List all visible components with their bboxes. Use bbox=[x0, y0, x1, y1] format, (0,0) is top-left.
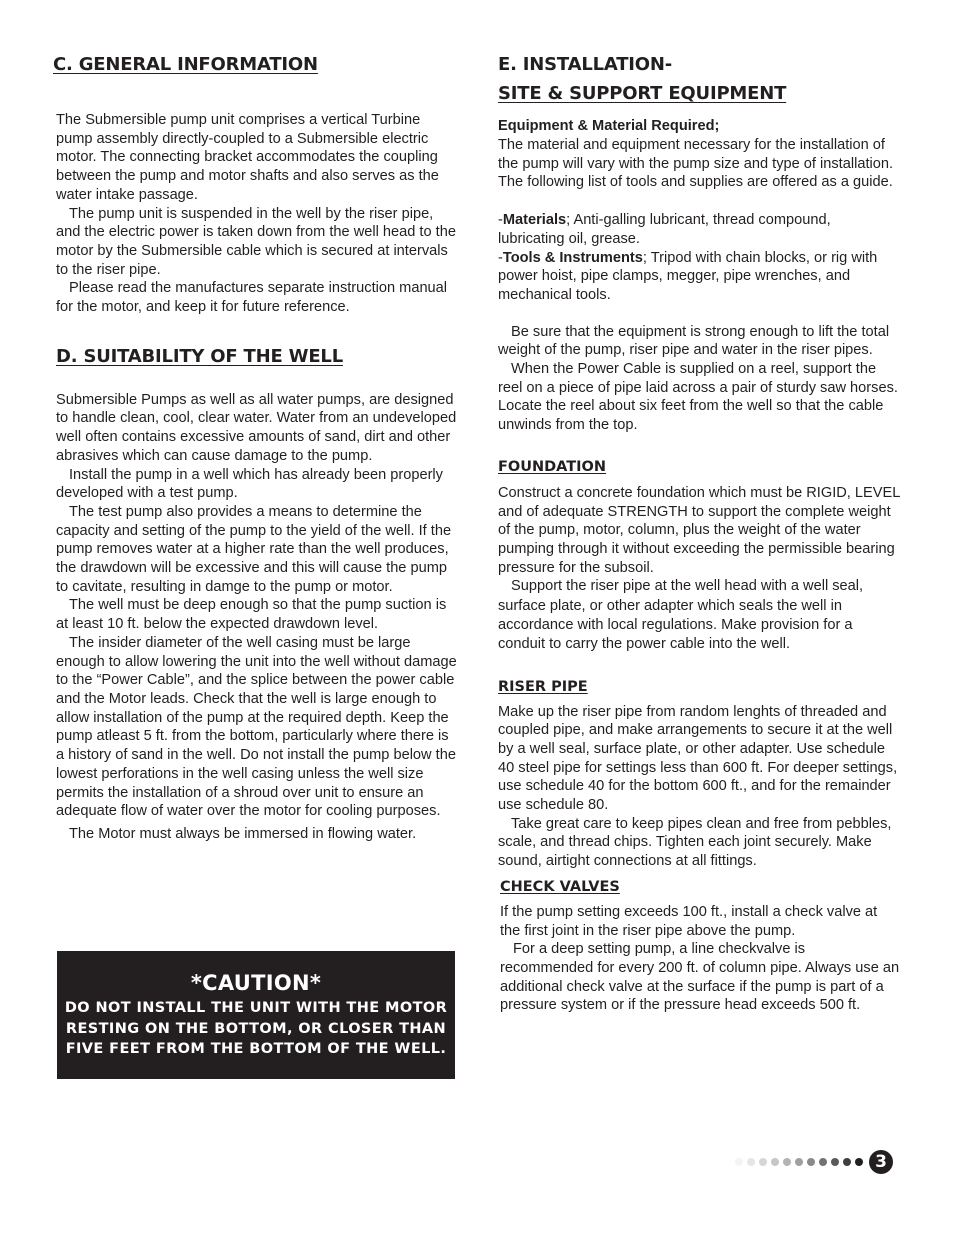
suitability-paragraph: The Motor must always be immersed in flowing water. bbox=[69, 825, 417, 842]
check-paragraph: If the pump setting exceeds 100 ft., install a check valve at the first joint in the riser pipe above the pump. bbox=[500, 903, 878, 939]
installation-heading-line2: SITE & SUPPORT EQUIPMENT bbox=[498, 83, 787, 104]
left-column bbox=[53, 50, 458, 844]
tools-item bbox=[498, 249, 900, 305]
suitability-paragraph: The insider diameter of the well casing must be large enough to allow lowering the unit into the well without damage to the “Power Cable”, and the splice between the power cable and the Motor leads. Check that the well is large enough to allow installation of the pump at the required depth. Keep the pump atleast 5 ft. from the bottom, particularly where there is a history of sand in the well. Do not install the pump below the lowest perforations in the well casing unless the well size permits the installation of a shroud over unit to ensure an adequate flow of water over the motor for cooling purposes. bbox=[56, 634, 457, 820]
page-dot bbox=[807, 1158, 815, 1166]
tools-text: ; Tripod with chain blocks, or rig with power hoist, pipe clamps, megger, pipe wrenches, and mechanical tools. bbox=[498, 249, 878, 303]
tools-label: Tools & Instruments bbox=[502, 249, 643, 266]
page-indicator bbox=[735, 1149, 893, 1175]
riser-paragraph: Take great care to keep pipes clean and free from pebbles, scale, and thread chips. Tighten each joint securely. Make sound, airtight connections at all fittings. bbox=[498, 815, 892, 870]
page-dot bbox=[819, 1158, 827, 1166]
list-dash: - bbox=[498, 212, 503, 229]
suitability-paragraph: The test pump also provides a means to determine the capacity and setting of the pump to the yield of the well. If the pump removes water at a higher rate than the well produces, the drawdown will be excessive and this will cause the pump to cavitate, resulting in damge to the pump or motor. bbox=[56, 503, 452, 595]
list-dash: - bbox=[498, 249, 503, 266]
right-column bbox=[498, 50, 900, 1015]
page-dot bbox=[843, 1158, 851, 1166]
caution-body: DO NOT INSTALL THE UNIT WITH THE MOTOR RESTING ON THE BOTTOM, OR CLOSER THAN FIVE FEET FROM THE BOTTOM OF THE WELL. bbox=[64, 1000, 448, 1057]
general-paragraph: Please read the manufactures separate instruction manual for the motor, and keep it for future reference. bbox=[56, 280, 448, 316]
page-dot bbox=[747, 1158, 755, 1166]
equipment-label: Equipment & Material Required; bbox=[498, 118, 720, 134]
materials-item bbox=[498, 211, 900, 248]
caution-title: *CAUTION* bbox=[190, 971, 322, 995]
installation-paragraph: Be sure that the equipment is strong enough to lift the total weight of the pump, riser pipe and water in the riser pipes. bbox=[498, 323, 890, 359]
installation-paragraph: When the Power Cable is supplied on a reel, support the reel on a piece of pipe laid across a pair of sturdy saw horses. Locate the reel about six feet from the well so that the cable unwinds from the top. bbox=[498, 361, 898, 434]
page-dots bbox=[735, 1158, 863, 1166]
caution-box bbox=[57, 951, 455, 1079]
riser-paragraph: Make up the riser pipe from random lenghts of threaded and coupled pipe, and make arrangements to secure it at the well by a well seal, surface plate, or other adapter. Use schedule 40 steel pipe for settings less than 600 ft. For deeper settings, use schedule 40 for the bottom 600 ft., and for the remainder use schedule 80. bbox=[498, 703, 898, 814]
check-paragraph: For a deep setting pump, a line checkvalve is recommended for every 200 ft. of column pipe. Always use an additional check valve at the surface if the pump is part of a pressure system or if the pressure head exceeds 500 ft. bbox=[500, 941, 900, 1014]
materials-label: Materials bbox=[502, 212, 567, 229]
page-dot bbox=[831, 1158, 839, 1166]
equipment-paragraph: The material and equipment necessary for the installation of the pump will vary with the pump size and type of installation. The following list of tools and supplies are offered as a guide. bbox=[498, 137, 894, 191]
suitability-heading: D. SUITABILITY OF THE WELL bbox=[56, 345, 343, 367]
page-dot bbox=[759, 1158, 767, 1166]
page-dot bbox=[783, 1158, 791, 1166]
suitability-paragraph: Submersible Pumps as well as all water pumps, are designed to handle clean, cool, clear water. Water from an undeveloped well often contains excessive amounts of sand, dirt and other abrasives which can cause damage to the pump. bbox=[56, 391, 457, 464]
installation-heading-line1: E. INSTALLATION- bbox=[498, 54, 673, 75]
page-dot bbox=[795, 1158, 803, 1166]
foundation-paragraph: Construct a concrete foundation which must be RIGID, LEVEL and of adequate STRENGTH to support the complete weight of the pump, motor, column, plus the weight of the water pumping through it without exceeding the permissible bearing pressure for the subsoil. bbox=[498, 484, 900, 576]
page-number: 3 bbox=[869, 1150, 893, 1174]
page-dot bbox=[735, 1158, 743, 1166]
riser-pipe-heading: RISER PIPE bbox=[498, 678, 588, 695]
suitability-paragraph: Install the pump in a well which has already been properly developed with a test pump. bbox=[56, 466, 443, 502]
materials-text: ; Anti-galling lubricant, thread compound, lubricating oil, grease. bbox=[498, 212, 831, 247]
foundation-paragraph: Support the riser pipe at the well head with a well seal, surface plate, or other adapter which seals the well in accordance with local regulations. Make provision for a conduit to carry the power cable into the well. bbox=[498, 578, 864, 653]
check-valves-heading: CHECK VALVES bbox=[500, 878, 620, 895]
page-dot bbox=[855, 1158, 863, 1166]
suitability-paragraph: The well must be deep enough so that the pump suction is at least 10 ft. below the expected drawdown level. bbox=[56, 597, 447, 633]
general-paragraph: The pump unit is suspended in the well by the riser pipe, and the electric power is taken down from the well head to the motor by the Submersible cable which is secured at intervals to the riser pipe. bbox=[56, 205, 456, 278]
general-paragraph: The Submersible pump unit comprises a vertical Turbine pump assembly directly-coupled to a Submersible electric motor. The connecting bracket accommodates the coupling between the pump and motor shafts and also serves as the water intake passage. bbox=[56, 112, 439, 203]
page-dot bbox=[771, 1158, 779, 1166]
foundation-heading: FOUNDATION bbox=[498, 458, 607, 475]
general-information-heading: C. GENERAL INFORMATION bbox=[53, 54, 318, 75]
